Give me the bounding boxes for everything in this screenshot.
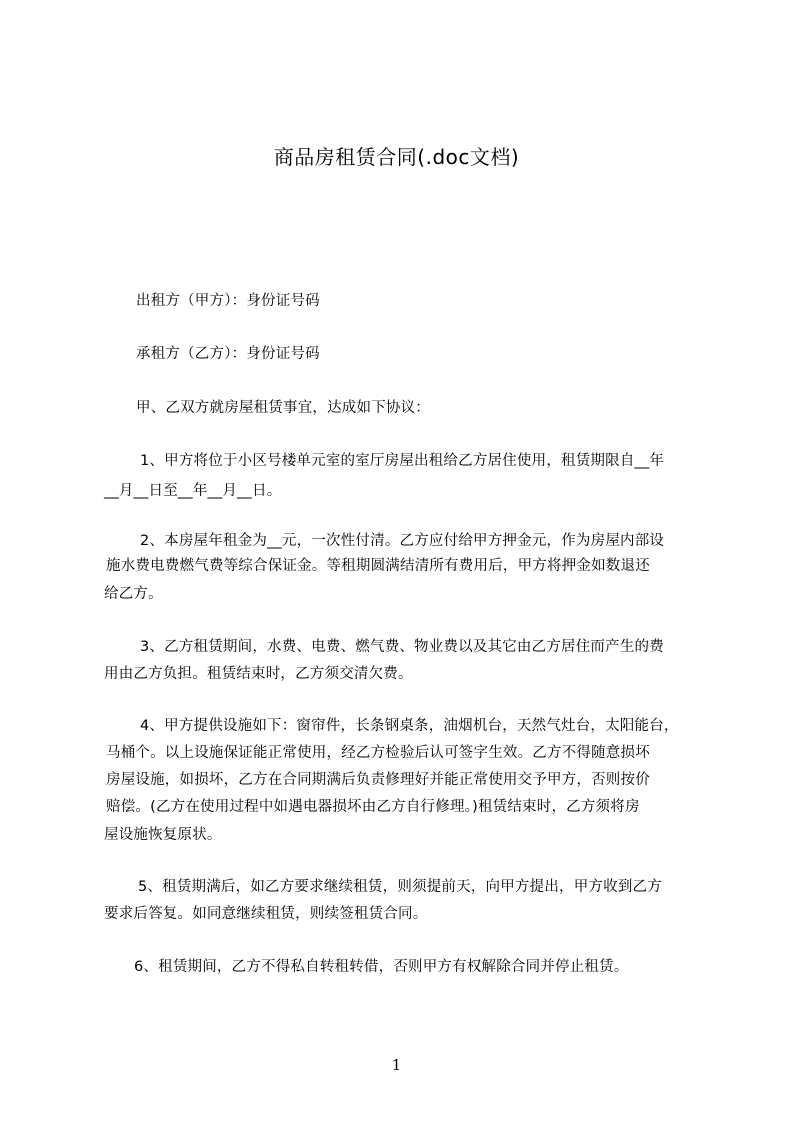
clause-1-line-1: 1、甲方将位于小区号楼单元室的室厅房屋出租给乙方居住使用，租赁期限自__年: [140, 453, 665, 469]
lessor-line: 出租方（甲方）：身份证号码: [136, 293, 320, 309]
clause-3-line-1: 3、乙方租赁期间，水费、电费、燃气费、物业费以及其它由乙方居住而产生的费: [140, 639, 664, 655]
intro-line: 甲、乙双方就房屋租赁事宜，达成如下协议：: [136, 400, 430, 416]
clause-6-line-1: 6、租赁期间，乙方不得私自转租转借，否则甲方有权解除合同并停止租赁。: [134, 959, 629, 975]
clause-4-line-4: 赔偿。(乙方在使用过程中如遇电器损坏由乙方自行修理。)租赁结束时，乙方须将房: [106, 799, 640, 815]
clause-1-line-2: __月__日至__年__月__日。: [104, 483, 282, 499]
clause-4-line-3: 房屋设施，如损坏，乙方在合同期满后负责修理好并能正常使用交予甲方，否则按价: [106, 772, 650, 788]
clause-4-line-2: 马桶个。以上设施保证能正常使用，经乙方检验后认可签字生效。乙方不得随意损坏: [106, 745, 650, 761]
clause-2-line-3: 给乙方。: [104, 586, 163, 602]
clause-4-line-1: 4、甲方提供设施如下：窗帘件，长条钢桌条，油烟机台，天然气灶台，太阳能台，: [140, 718, 679, 734]
clause-4-line-5: 屋设施恢复原状。: [104, 827, 222, 843]
clause-5-line-1: 5、租赁期满后，如乙方要求继续租赁，则须提前天，向甲方提出，甲方收到乙方: [138, 879, 662, 895]
clause-2-line-2: 施水费电费燃气费等综合保证金。等租期圆满结清所有费用后，甲方将押金如数退还: [106, 558, 650, 574]
lessee-line: 承租方（乙方）：身份证号码: [136, 346, 320, 362]
clause-3-line-2: 用由乙方负担。租赁结束时，乙方须交清欠费。: [104, 666, 413, 682]
clause-5-line-2: 要求后答复。如同意继续租赁，则续签租赁合同。: [104, 906, 428, 922]
clause-2-line-1: 2、本房屋年租金为__元，一次性付清。乙方应付给甲方押金元，作为房屋内部设: [140, 533, 665, 549]
page-number: 1: [391, 1056, 402, 1074]
document-title: 商品房租赁合同(.doc文档): [273, 145, 520, 169]
